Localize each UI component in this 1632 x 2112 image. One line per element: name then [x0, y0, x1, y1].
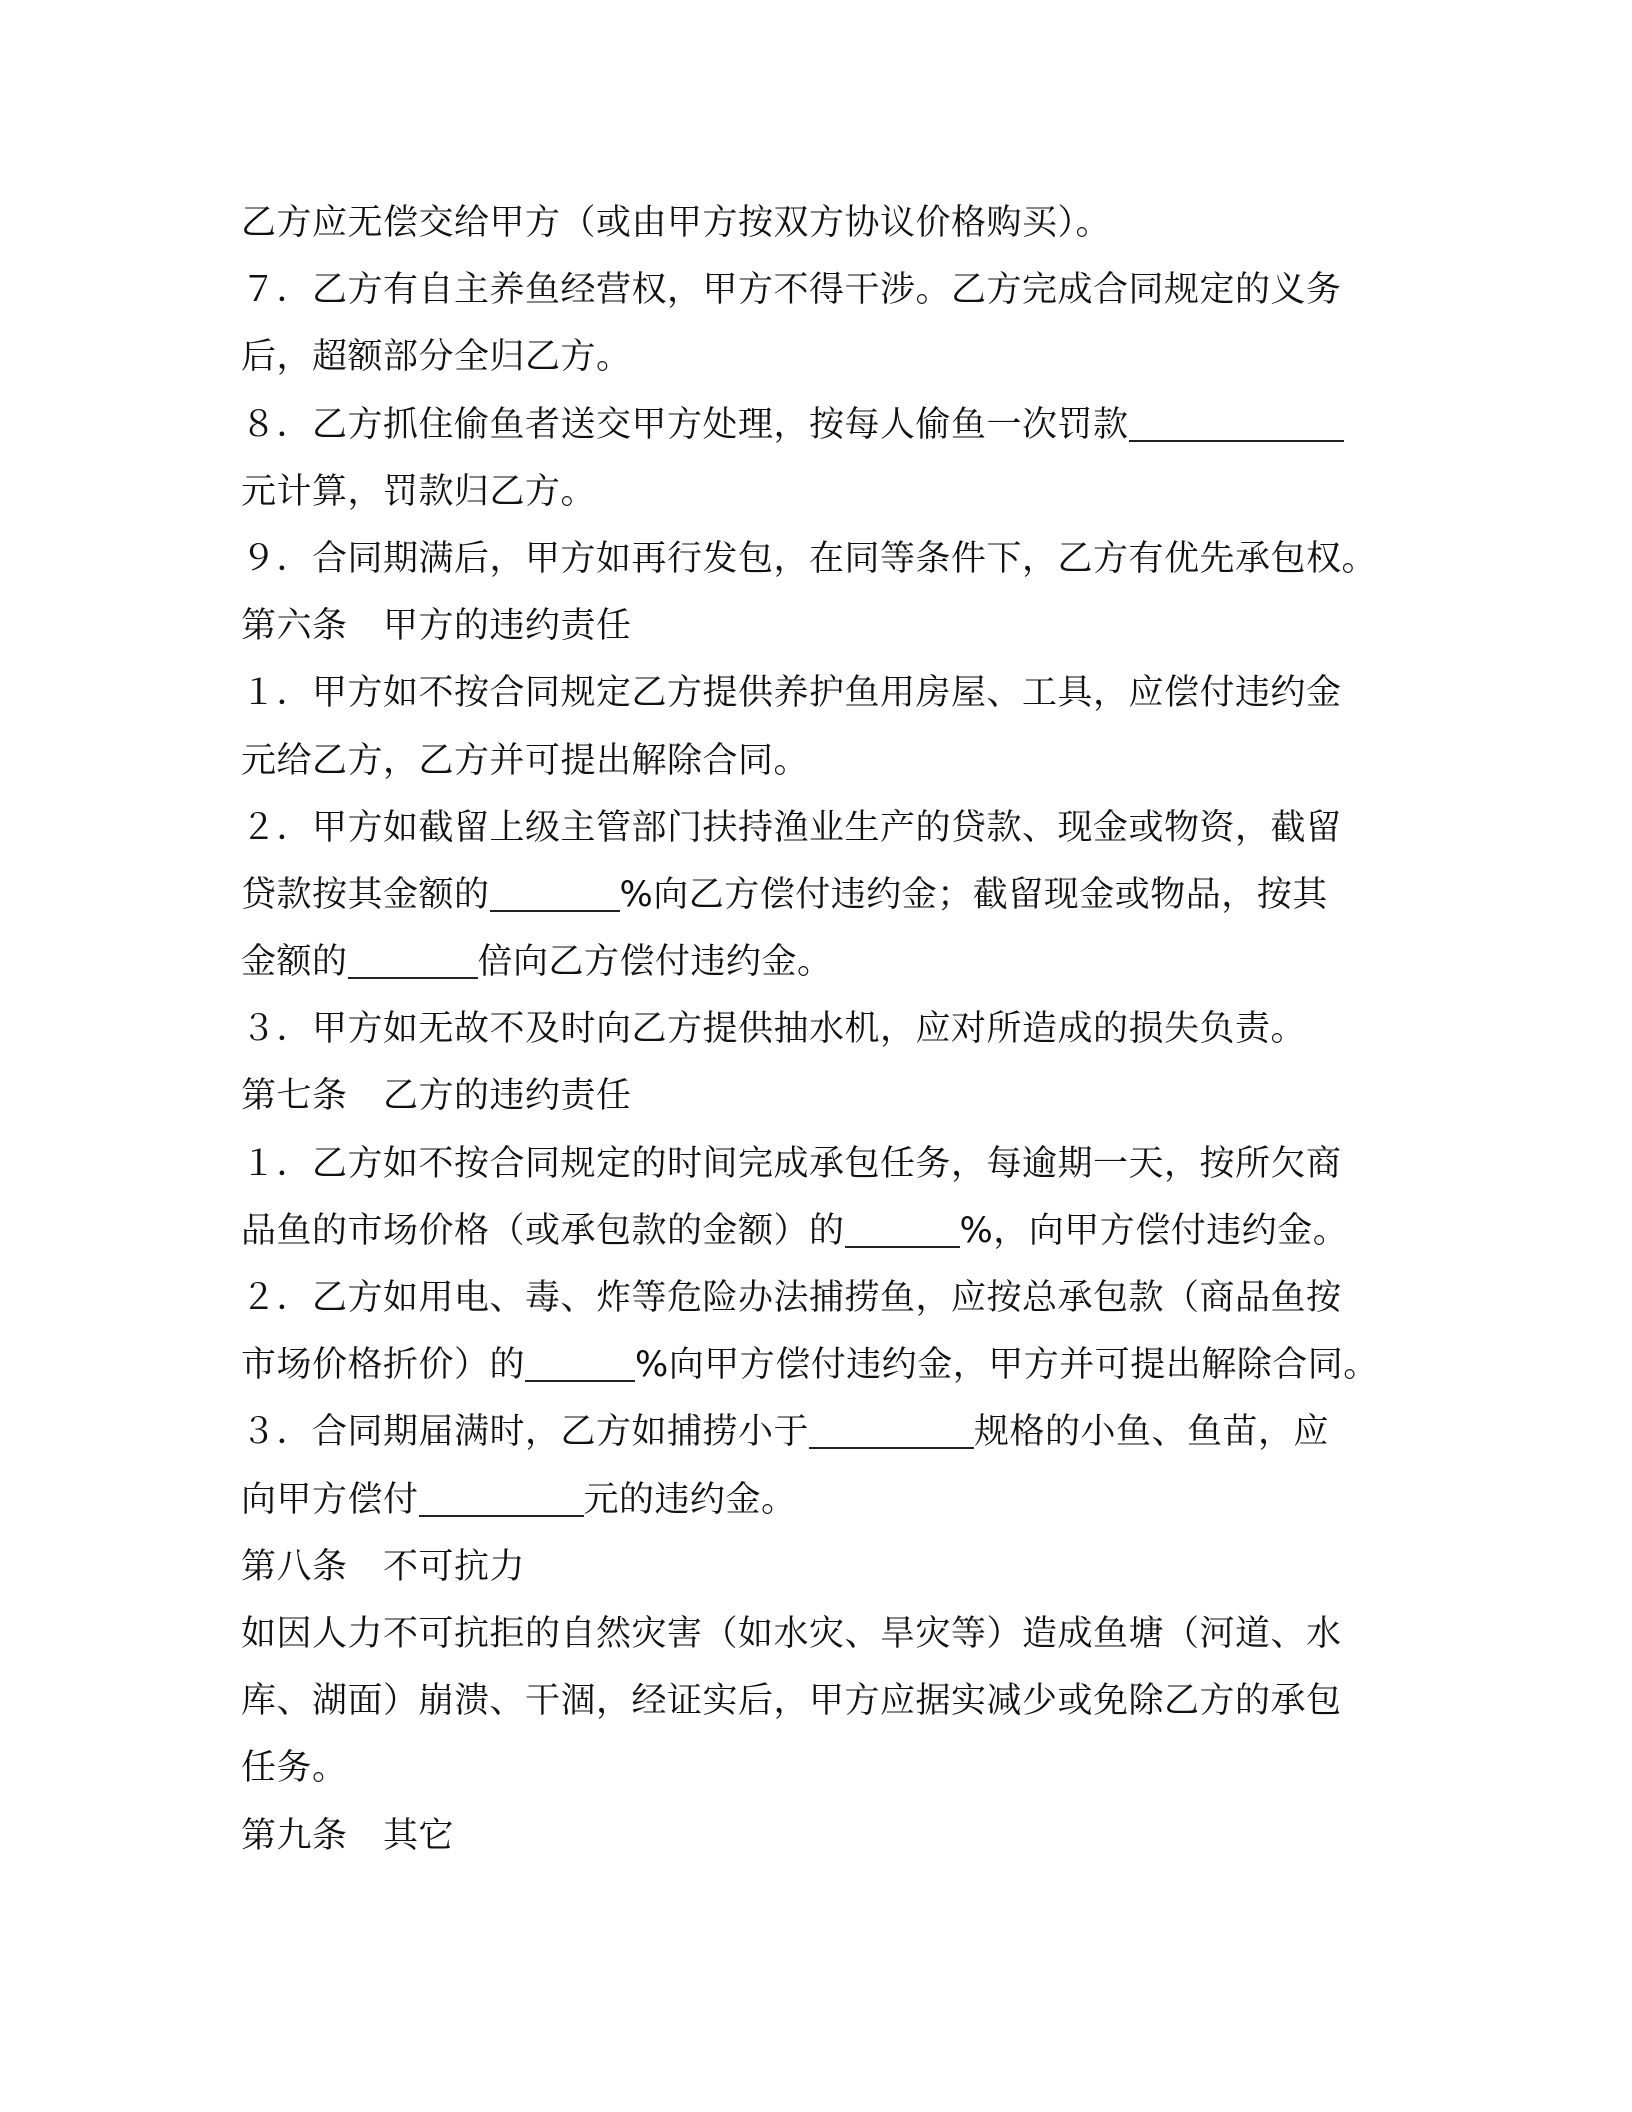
- text-line: [241, 660, 1391, 727]
- text: 第七条 乙方的违约责任: [241, 1076, 632, 1117]
- text: 乙方应无偿交给甲方（或由甲方按双方协议价格购买）。: [241, 203, 1112, 243]
- text-line: [241, 795, 1391, 862]
- text-line: [241, 526, 1391, 593]
- text: %，向甲方偿付违约金。: [959, 1210, 1349, 1251]
- fill-in-blank[interactable]: [419, 1473, 584, 1517]
- text-line: [241, 190, 1391, 257]
- text: 任务。: [241, 1748, 348, 1789]
- text: 第九条 其它: [241, 1815, 455, 1856]
- text-line: [241, 1265, 1391, 1332]
- text: 后，超额部分全归乙方。: [241, 337, 632, 378]
- fill-in-blank[interactable]: [490, 868, 620, 912]
- text: 元计算，罚款归乙方。: [241, 471, 597, 512]
- fill-in-blank[interactable]: [809, 1405, 974, 1449]
- text: ３．甲方如无故不及时向乙方提供抽水机，应对所造成的损失负责。: [241, 1009, 1307, 1050]
- text: %向甲方偿付违约金，甲方并可提出解除合同。: [635, 1345, 1379, 1386]
- text: %向乙方偿付违约金；截留现金或物品，按其: [619, 874, 1328, 915]
- text: 向甲方偿付: [241, 1479, 419, 1520]
- fill-in-blank[interactable]: [348, 935, 478, 979]
- section-heading: [241, 1534, 1391, 1601]
- text: 元的违约金。: [583, 1479, 797, 1520]
- text: ８．乙方抓住偷鱼者送交甲方处理，按每人偷鱼一次罚款: [241, 404, 1129, 445]
- text-line: [241, 996, 1391, 1063]
- text: 第六条 甲方的违约责任: [241, 606, 632, 647]
- fill-in-blank[interactable]: [845, 1204, 960, 1248]
- text: 品鱼的市场价格（或承包款的金额）的: [241, 1210, 845, 1251]
- text: 市场价格折价）的: [241, 1345, 526, 1386]
- text-line: [241, 1131, 1391, 1198]
- text-line: [241, 728, 1391, 795]
- text: 第八条 不可抗力: [241, 1546, 526, 1587]
- text-line: [241, 1332, 1391, 1399]
- text-line: [241, 459, 1391, 526]
- text-line: [241, 392, 1391, 459]
- text: 贷款按其金额的: [241, 874, 490, 915]
- section-heading: [241, 1063, 1391, 1130]
- text: ９．合同期满后，甲方如再行发包，在同等条件下，乙方有优先承包权。: [241, 538, 1378, 579]
- text: 倍向乙方偿付违约金。: [477, 942, 833, 983]
- text: 元给乙方，乙方并可提出解除合同。: [241, 740, 810, 781]
- text-line: [241, 929, 1391, 996]
- fill-in-blank[interactable]: [525, 1338, 635, 1382]
- text-line: [241, 1198, 1391, 1265]
- text: 如因人力不可抗拒的自然灾害（如水灾、旱灾等）造成鱼塘（河道、水: [241, 1613, 1342, 1654]
- text-line: [241, 257, 1391, 324]
- document-page: [241, 190, 1391, 1870]
- text-line: [241, 1399, 1391, 1466]
- text: 库、湖面）崩溃、干涸，经证实后，甲方应据实减少或免除乙方的承包: [241, 1681, 1342, 1722]
- fill-in-blank[interactable]: [1129, 398, 1344, 442]
- text-line: [241, 862, 1391, 929]
- text-line: [241, 324, 1391, 391]
- section-heading: [241, 593, 1391, 660]
- text-line: [241, 1601, 1391, 1668]
- text: １．甲方如不按合同规定乙方提供养护鱼用房屋、工具，应偿付违约金: [241, 673, 1342, 714]
- text: 金额的: [241, 942, 348, 983]
- text: ２．乙方如用电、毒、炸等危险办法捕捞鱼，应按总承包款（商品鱼按: [241, 1278, 1342, 1318]
- text: ３．合同期届满时，乙方如捕捞小于: [241, 1412, 810, 1453]
- text-line: [241, 1668, 1391, 1735]
- text: ７．乙方有自主养鱼经营权，甲方不得干涉。乙方完成合同规定的义务: [241, 270, 1342, 311]
- text: ２．甲方如截留上级主管部门扶持渔业生产的贷款、现金或物资，截留: [241, 807, 1342, 848]
- text: 规格的小鱼、鱼苗，应: [974, 1412, 1330, 1453]
- text: １．乙方如不按合同规定的时间完成承包任务，每逾期一天，按所欠商: [241, 1143, 1342, 1184]
- text-line: [241, 1467, 1391, 1534]
- section-heading: [241, 1803, 1391, 1870]
- text-line: [241, 1735, 1391, 1802]
